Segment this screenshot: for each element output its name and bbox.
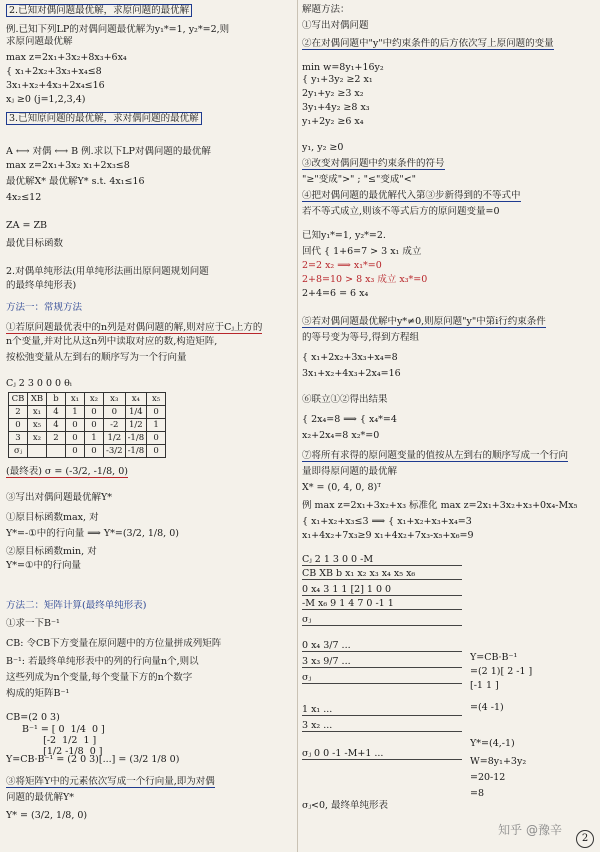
table-cell: 0 — [85, 445, 104, 458]
table-cell: 0 — [85, 419, 104, 432]
right-line-27: X* = (0, 4, 0, 8)ᵀ — [302, 482, 382, 493]
left-simplex-table — [8, 392, 166, 458]
right-line-20: { x₁+2x₂+3x₃+x₄=8 — [302, 352, 398, 363]
left-line-21: Cⱼ 2 3 0 0 0 θᵢ — [6, 378, 72, 389]
side-calc-line-6: =20-12 — [470, 772, 506, 783]
right-line-12: 若不等式成立,则该不等式后方的原问题变量=0 — [302, 206, 500, 217]
table-cell: 2 — [9, 406, 28, 419]
left-line-7: 3.已知原问题的最优解，求对偶问题的最优解 — [6, 112, 202, 125]
table-cell: b — [47, 393, 66, 406]
left-line-31: ②原目标函数min, 对 — [6, 546, 97, 557]
table-cell: 0 — [147, 406, 166, 419]
table-cell: x₂ — [85, 393, 104, 406]
table-cell — [47, 445, 66, 458]
table-row — [9, 406, 166, 419]
left-line-39: CB=(2 0 3) — [6, 712, 60, 723]
left-line-1: 例.已知下列LP的对偶问题最优解为y₁*=1, y₂*=2,则 — [6, 24, 230, 35]
table-cell: 4 — [47, 419, 66, 432]
right-table-line-0: Cⱼ 2 1 3 0 0 -M — [302, 554, 462, 566]
left-line-11: 4x₂≤12 — [6, 192, 42, 203]
left-line-19: 按松弛变量从左到右的顺序写为一个行向量 — [6, 352, 187, 363]
left-line-46: ③将矩阵Y中的元素依次写成一个行向量,即为对偶 — [6, 776, 215, 787]
table-cell: 0 — [66, 419, 85, 432]
table-cell: -3/2 — [104, 445, 126, 458]
left-line-3: max z=2x₁+3x₂+8x₃+6x₄ — [6, 52, 127, 63]
right-line-9: ③改变对偶问题中约束条件的符号 — [302, 158, 445, 169]
right-table-line-2: 0 x₄ 3 1 1 [2] 1 0 0 — [302, 584, 462, 596]
table-cell: -1/8 — [125, 432, 147, 445]
right-line-0: 解题方法： — [302, 4, 350, 15]
left-line-5: 3x₁+x₂+4x₃+2x₄≤16 — [6, 80, 105, 91]
table-cell: -2 — [104, 419, 126, 432]
side-calc-line-5: W=8y₁+3y₂ — [470, 756, 527, 767]
table-cell: x₁ — [66, 393, 85, 406]
table-cell: 3 — [9, 432, 28, 445]
left-line-15: 的最终单纯形表) — [6, 280, 77, 291]
table-cell: CB — [9, 393, 28, 406]
table-header-row — [9, 393, 166, 406]
side-calc-line-7: =8 — [470, 788, 485, 799]
left-line-38: 构成的矩阵B⁻¹ — [6, 688, 70, 699]
right-line-30: x₁+4x₂+7x₃≥9 x₁+4x₂+7x₃-x₅+x₆=9 — [302, 530, 474, 541]
right-line-2: ②在对偶问题中"y"中约束条件的后方依次写上原问题的变量 — [302, 38, 554, 49]
table-cell: 0 — [85, 406, 104, 419]
table-row — [9, 445, 166, 458]
right-table-line-4: σⱼ — [302, 614, 462, 626]
right-line-15: 2=2 x₂ ⟹ x₁*=0 — [302, 260, 382, 271]
side-calc-line-0: Y=CB·B⁻¹ — [470, 652, 518, 663]
right-line-11: ④把对偶问题的最优解代入第③步新得到的不等式中 — [302, 190, 521, 201]
table-cell: 1 — [85, 432, 104, 445]
right-table-line-9: 3 x₂ ... — [302, 720, 462, 732]
table-cell: 0 — [66, 445, 85, 458]
right-line-1: ①写出对偶问题 — [302, 20, 369, 31]
table-cell: 4 — [47, 406, 66, 419]
table-cell: 0 — [9, 419, 28, 432]
left-line-17: ①若原问题最优表中的n列是对偶问题的解,则对应于Cⱼ上方的 — [6, 322, 263, 333]
right-table-line-8: 1 x₁ ... — [302, 704, 462, 716]
table-row — [9, 432, 166, 445]
table-cell: x₅ — [147, 393, 166, 406]
right-table-line-1: CB XB b x₁ x₂ x₃ x₄ x₅ x₆ — [302, 568, 462, 580]
right-line-3: min w=8y₁+16y₂ — [302, 62, 384, 73]
table-cell: σⱼ — [9, 445, 28, 458]
right-table-line-6: 3 x₃ 9/7 ... — [302, 656, 462, 668]
left-line-14: 2.对偶单纯形法(用单纯形法画出原问题规划问题 — [6, 266, 209, 277]
side-calc-line-1: =(2 1)[ 2 -1 ] — [470, 666, 533, 677]
b-inverse-matrix: B⁻¹ = [ 0 1/4 0 ] [-2 1/2 1 ] [1/2 -1/8 0 ] — [22, 724, 105, 757]
table-row — [9, 419, 166, 432]
right-table-line-3: -M x₆ 9 1 4 7 0 -1 1 — [302, 598, 462, 610]
column-divider — [297, 0, 298, 852]
right-line-24: x₂+2x₄=8 x₂*=0 — [302, 430, 380, 441]
left-line-30: Y*=-①中的行向量 ⟹ Y*=(3/2, 1/8, 0) — [6, 528, 179, 539]
table-cell: 0 — [147, 432, 166, 445]
table-cell — [28, 445, 47, 458]
right-line-26: 量即得原问题的最优解 — [302, 466, 398, 477]
side-calc-line-3: =(4 -1) — [470, 702, 504, 713]
right-line-8: y₁, y₂ ≥0 — [302, 142, 344, 153]
right-line-22: ⑥联立①②得出结果 — [302, 394, 388, 405]
right-line-29: { x₁+x₂+x₃≤3 ⟹ { x₁+x₂+x₃+x₄=3 — [302, 516, 472, 527]
table-cell: x₃ — [104, 393, 126, 406]
right-line-23: { 2x₄=8 ⟹ { x₄*=4 — [302, 414, 397, 425]
left-line-9: max z=2x₁+3x₂ x₁+2x₃≤8 — [6, 160, 130, 171]
right-line-16: 2+8=10 > 8 x₃ 成立 x₃*=0 — [302, 274, 428, 285]
right-line-21: 3x₁+x₂+4x₃+2x₄=16 — [302, 368, 401, 379]
left-line-35: CB: 令CB下方变量在原问题中的方位量拼成列矩阵 — [6, 638, 222, 649]
left-line-12: ZA = ZB — [6, 220, 48, 231]
table-cell: 0 — [66, 432, 85, 445]
table-cell: x₄ — [125, 393, 147, 406]
left-line-29: ①原目标函数max, 对 — [6, 512, 99, 523]
left-line-47: 问题的最优解Y* — [6, 792, 75, 803]
left-line-36: B⁻¹: 若最终单纯形表中的列的行向量n个,则以 — [6, 656, 199, 667]
table-cell: 0 — [104, 406, 126, 419]
right-line-5: 2y₁+y₂ ≥3 x₂ — [302, 88, 364, 99]
left-line-2: 求原问题最优解 — [6, 36, 73, 47]
left-line-27: (最终表) σ = (-3/2, -1/8, 0) — [6, 466, 128, 477]
right-table-line-11: σⱼ<0, 最终单纯形表 — [302, 800, 389, 811]
left-line-44: Y=CB·B⁻¹ = (2 0 3)[...] = (3/2 1/8 0) — [6, 754, 180, 765]
table-cell: x₅ — [28, 419, 47, 432]
right-line-18: ⑤若对偶问题最优解中y*≠0,则原问题"y"中第i行约束条件 — [302, 316, 546, 327]
right-table-line-10: σⱼ 0 0 -1 -M+1 ... — [302, 748, 462, 760]
left-line-6: xⱼ ≥0 (j=1,2,3,4) — [6, 94, 86, 105]
right-line-13: 已知y₁*=1, y₂*=2. — [302, 230, 386, 241]
left-line-10: 最优解X* 最优解Y* s.t. 4x₁≤16 — [6, 176, 145, 187]
table-cell: x₂ — [28, 432, 47, 445]
side-calc-line-2: [-1 1 ] — [470, 680, 499, 691]
right-line-6: 3y₁+4y₂ ≥8 x₃ — [302, 102, 370, 113]
right-line-28: 例 max z=2x₁+3x₂+x₃ 标准化 max z=2x₁+3x₂+x₃+0x₄-Mx₅ — [302, 500, 578, 511]
table-cell: 2 — [47, 432, 66, 445]
left-line-13: 最优目标函数 — [6, 238, 64, 249]
right-line-17: 2+4=6 = 6 x₄ — [302, 288, 369, 299]
table-cell: x₁ — [28, 406, 47, 419]
right-table-line-7: σⱼ — [302, 672, 462, 684]
right-line-7: y₁+2y₂ ≥6 x₄ — [302, 116, 364, 127]
left-line-48: Y* = (3/2, 1/8, 0) — [6, 810, 88, 821]
table-cell: -1/8 — [125, 445, 147, 458]
left-line-18: n个变量,并对比从这n列中读取对应的数,构造矩阵, — [6, 336, 218, 347]
left-line-16: 方法一：常规方法 — [6, 302, 83, 313]
table-cell: 1/2 — [125, 419, 147, 432]
left-line-37: 这些列成为n个变量,每个变量下方的n个数字 — [6, 672, 193, 683]
table-cell: 1/2 — [104, 432, 126, 445]
table-cell: 1/4 — [125, 406, 147, 419]
right-table-line-5: 0 x₄ 3/7 ... — [302, 640, 462, 652]
right-line-25: ⑦将所有求得的原问题变量的值按从左到右的顺序写成一个行向 — [302, 450, 569, 461]
left-line-4: { x₁+2x₂+3x₃+x₄≤8 — [6, 66, 102, 77]
left-line-32: Y*=①中的行向量 — [6, 560, 81, 571]
right-line-4: { y₁+3y₂ ≥2 x₁ — [302, 74, 373, 85]
table-cell: XB — [28, 393, 47, 406]
right-line-10: "≥"变成">" ; "≤"变成"<" — [302, 174, 417, 185]
left-line-8: A ⟷ 对偶 ⟷ B 例.求以下LP对偶问题的最优解 — [6, 146, 211, 157]
left-line-34: ①求一下B⁻¹ — [6, 618, 60, 629]
left-line-33: 方法二：矩阵计算(最终单纯形表) — [6, 600, 147, 611]
right-line-19: 的等号变为等号,得到方程组 — [302, 332, 420, 343]
table-cell: 1 — [147, 419, 166, 432]
right-line-14: 回代 { 1+6=7 > 3 x₁ 成立 — [302, 246, 422, 257]
page-number: 2 — [576, 830, 594, 848]
left-line-0: 2.已知对偶问题最优解，求原问题的最优解 — [6, 4, 192, 17]
table-cell: 0 — [147, 445, 166, 458]
table-cell: 1 — [66, 406, 85, 419]
left-line-28: ③写出对偶问题最优解Y* — [6, 492, 113, 503]
side-calc-line-4: Y*=(4,-1) — [470, 738, 515, 749]
watermark: 知乎 @豫辛 — [498, 823, 562, 837]
